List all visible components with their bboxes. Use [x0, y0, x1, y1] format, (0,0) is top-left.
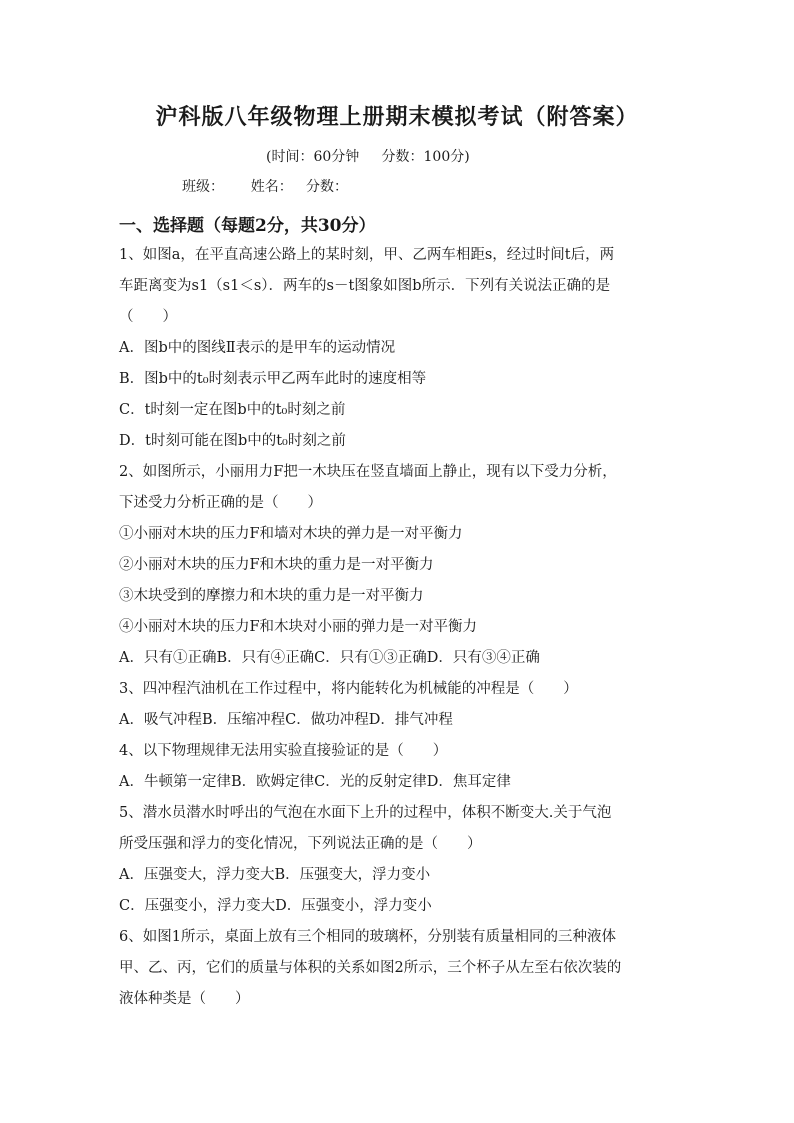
- text-line: 3、四冲程汽油机在工作过程中，将内能转化为机械能的冲程是（ ）: [119, 681, 578, 697]
- text-line: C．压强变小，浮力变大D．压强变小，浮力变小: [119, 898, 432, 914]
- text-line: ①小丽对木块的压力F和墙对木块的弹力是一对平衡力: [119, 526, 463, 542]
- exam-meta: (时间：60分钟 分数：100分): [266, 149, 470, 165]
- text-line: 车距离变为s1（s1＜s）．两车的s－t图象如图b所示．下列有关说法正确的是: [119, 278, 611, 294]
- student-info: 班级： 姓名： 分数：: [182, 179, 349, 195]
- text-line: 所受压强和浮力的变化情况，下列说法正确的是（ ）: [119, 836, 482, 852]
- text-line: A．压强变大，浮力变大B．压强变大，浮力变小: [119, 867, 431, 883]
- text-line: 5、潜水员潜水时呼出的气泡在水面下上升的过程中，体积不断变大.关于气泡: [119, 805, 612, 821]
- text-line: ②小丽对木块的压力F和木块的重力是一对平衡力: [119, 557, 434, 573]
- text-line: 6、如图1所示，桌面上放有三个相同的玻璃杯，分别装有质量相同的三种液体: [119, 929, 616, 945]
- text-line: 甲、乙、丙，它们的质量与体积的关系如图2所示，三个杯子从左至右依次装的: [119, 960, 622, 976]
- text-line: 2、如图所示，小丽用力F把一木块压在竖直墙面上静止，现有以下受力分析，: [119, 464, 617, 480]
- text-line: 1、如图a，在平直高速公路上的某时刻，甲、乙两车相距s，经过时间t后，两: [119, 247, 615, 263]
- text-line: D．t时刻可能在图b中的t₀时刻之前: [119, 433, 346, 449]
- text-line: 4、以下物理规律无法用实验直接验证的是（ ）: [119, 743, 448, 759]
- question-body: [119, 240, 679, 1015]
- text-line: 下述受力分析正确的是（ ）: [119, 495, 322, 511]
- text-line: B．图b中的t₀时刻表示甲乙两车此时的速度相等: [119, 371, 427, 387]
- page-title: 沪科版八年级物理上册期末模拟考试（附答案）: [155, 104, 639, 130]
- text-line: A．吸气冲程B．压缩冲程C．做功冲程D．排气冲程: [119, 712, 453, 728]
- text-line: 液体种类是（ ）: [119, 991, 250, 1007]
- section-heading: 一、选择题（每题2分，共30分）: [119, 216, 376, 236]
- text-line: C．t时刻一定在图b中的t₀时刻之前: [119, 402, 346, 418]
- text-line: ④小丽对木块的压力F和木块对小丽的弹力是一对平衡力: [119, 619, 478, 635]
- text-line: （ ）: [119, 309, 177, 325]
- text-line: A．牛顿第一定律B．欧姆定律C．光的反射定律D．焦耳定律: [119, 774, 511, 790]
- text-line: A．图b中的图线Ⅱ表示的是甲车的运动情况: [119, 340, 396, 356]
- text-line: ③木块受到的摩擦力和木块的重力是一对平衡力: [119, 588, 424, 604]
- text-line: A．只有①正确B．只有④正确C．只有①③正确D．只有③④正确: [119, 650, 540, 666]
